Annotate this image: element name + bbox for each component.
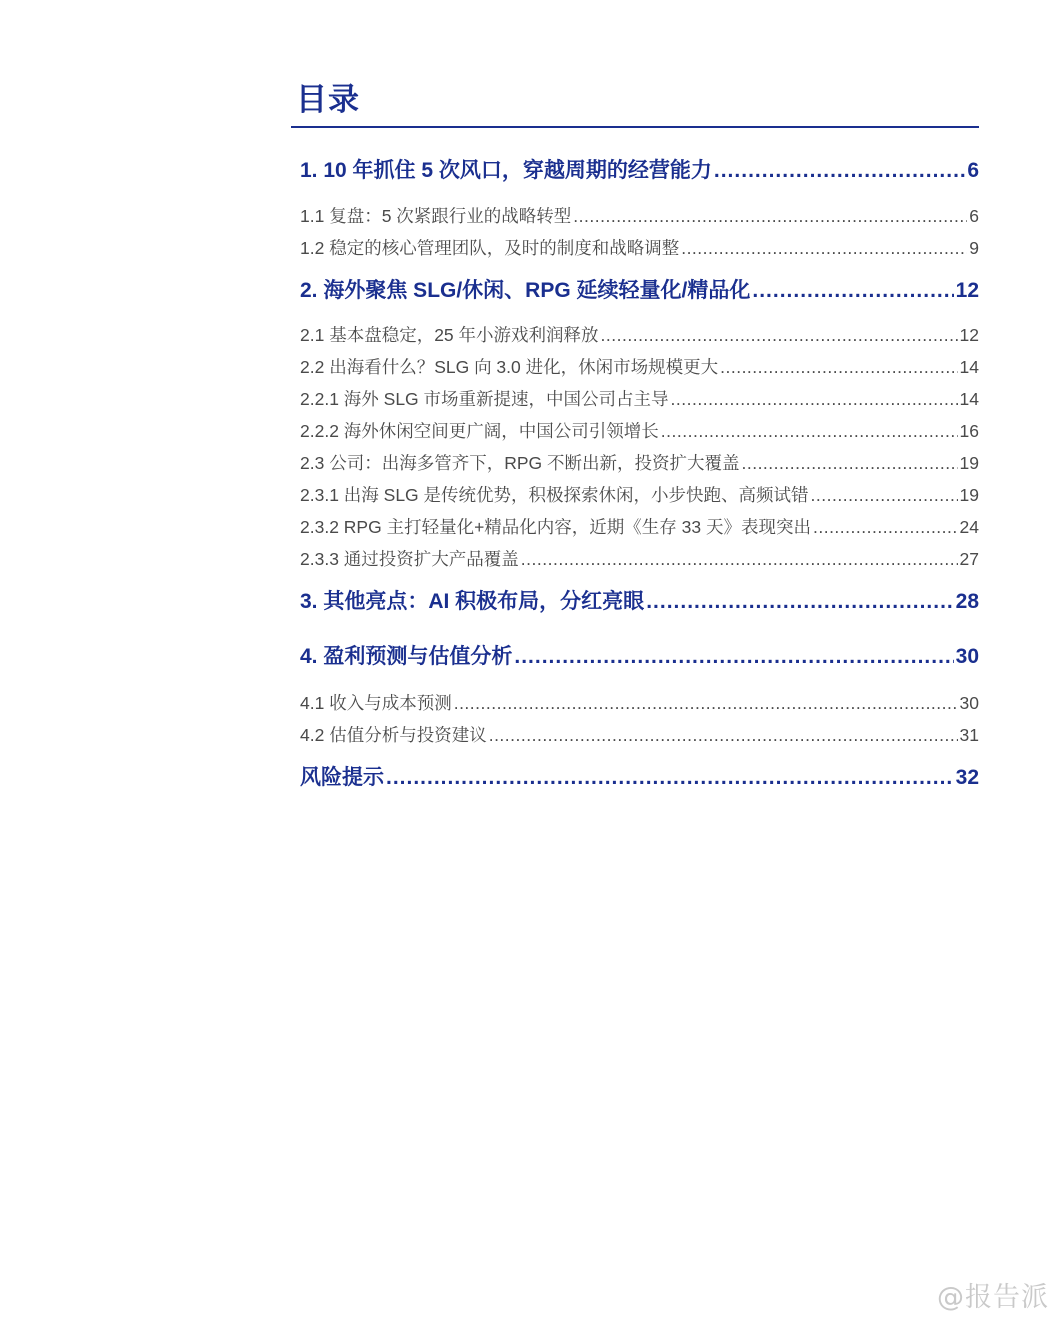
- toc-leader-dots: [454, 690, 958, 716]
- toc-entry-label: 1.1 复盘：5 次紧跟行业的战略转型: [300, 206, 572, 226]
- page-title: 目录: [296, 82, 360, 117]
- toc-leader-dots: [521, 546, 958, 572]
- toc-entry-label: 2.2 出海看什么？SLG 向 3.0 进化，休闲市场规模更大: [300, 357, 719, 377]
- toc-entry-label: 4. 盈利预测与估值分析: [300, 645, 513, 668]
- toc-leader-dots: [752, 275, 953, 307]
- toc-entry-2-2[interactable]: [300, 354, 979, 380]
- toc-entry-2[interactable]: [300, 275, 979, 307]
- toc-entry-label: 2.1 基本盘稳定，25 年小游戏利润释放: [300, 325, 599, 345]
- toc-entry-page: 9: [969, 238, 979, 258]
- toc-leader-dots: [671, 386, 958, 412]
- toc-entry-page: 12: [955, 279, 979, 302]
- toc-entry-label: 1.2 稳定的核心管理团队，及时的制度和战略调整: [300, 238, 680, 258]
- toc-entry-label: 3. 其他亮点：AI 积极布局，分红亮眼: [300, 590, 645, 613]
- toc-entry-page: 12: [959, 325, 979, 345]
- toc-leader-dots: [386, 762, 954, 794]
- toc-entry-page: 6: [969, 206, 979, 226]
- toc-entry-page: 6: [967, 159, 979, 182]
- toc-leader-dots: [714, 155, 965, 187]
- toc-entry-label: 2.2.1 海外 SLG 市场重新提速，中国公司占主导: [300, 389, 669, 409]
- toc-entry-risk[interactable]: [300, 762, 979, 794]
- toc-leader-dots: [514, 641, 953, 673]
- toc-entry-page: 19: [959, 485, 979, 505]
- toc-entry-4-2[interactable]: [300, 722, 979, 748]
- toc-entry-label: 风险提示: [300, 766, 384, 789]
- toc-entry-label: 2.3.3 通过投资扩大产品覆盖: [300, 549, 519, 569]
- toc-leader-dots: [646, 586, 953, 618]
- toc-leader-dots: [811, 482, 958, 508]
- toc-entry-2-3-2[interactable]: [300, 514, 979, 540]
- toc-entry-page: 14: [959, 389, 979, 409]
- toc-entry-2-1[interactable]: [300, 322, 979, 348]
- toc-leader-dots: [720, 354, 957, 380]
- toc-entry-label: 4.1 收入与成本预测: [300, 693, 452, 713]
- toc-entry-page: 30: [955, 645, 979, 668]
- toc-entry-page: 24: [959, 517, 979, 537]
- toc-entry-4-1[interactable]: [300, 690, 979, 716]
- toc-entry-page: 30: [959, 693, 979, 713]
- toc-entry-2-3-1[interactable]: [300, 482, 979, 508]
- toc-entry-2-2-1[interactable]: [300, 386, 979, 412]
- toc-leader-dots: [489, 722, 958, 748]
- toc-entry-page: 16: [959, 421, 979, 441]
- toc-entry-label: 2.2.2 海外休闲空间更广阔，中国公司引领增长: [300, 421, 659, 441]
- toc-entry-1-2[interactable]: [300, 235, 979, 261]
- toc-entry-label: 2.3.1 出海 SLG 是传统优势，积极探索休闲，小步快跑、高频试错: [300, 485, 809, 505]
- toc-leader-dots: [681, 235, 967, 261]
- toc-entry-4[interactable]: [300, 641, 979, 673]
- toc-entry-1[interactable]: [300, 155, 979, 187]
- title-divider: [291, 126, 979, 128]
- toc-entry-page: 28: [955, 590, 979, 613]
- toc-entry-page: 31: [959, 725, 979, 745]
- toc-entry-page: 14: [959, 357, 979, 377]
- toc-entry-2-2-2[interactable]: [300, 418, 979, 444]
- toc-entry-page: 27: [959, 549, 979, 569]
- toc-entry-2-3-3[interactable]: [300, 546, 979, 572]
- toc-leader-dots: [573, 203, 967, 229]
- toc-entry-1-1[interactable]: [300, 203, 979, 229]
- toc-entry-label: 2.3.2 RPG 主打轻量化+精品化内容，近期《生存 33 天》表现突出: [300, 517, 811, 537]
- toc-entry-label: 2. 海外聚焦 SLG/休闲、RPG 延续轻量化/精品化: [300, 279, 751, 302]
- toc-entry-2-3[interactable]: [300, 450, 979, 476]
- toc-entry-page: 32: [955, 766, 979, 789]
- toc-entry-page: 19: [959, 453, 979, 473]
- toc-leader-dots: [813, 514, 958, 540]
- toc-entry-3[interactable]: [300, 586, 979, 618]
- toc-entry-label: 1. 10 年抓住 5 次风口，穿越周期的经营能力: [300, 159, 712, 182]
- toc-entry-label: 4.2 估值分析与投资建议: [300, 725, 487, 745]
- watermark: @报告派: [937, 1282, 1049, 1313]
- toc-leader-dots: [661, 418, 958, 444]
- toc-entry-label: 2.3 公司：出海多管齐下，RPG 不断出新，投资扩大覆盖: [300, 453, 740, 473]
- toc-leader-dots: [601, 322, 958, 348]
- toc-leader-dots: [741, 450, 957, 476]
